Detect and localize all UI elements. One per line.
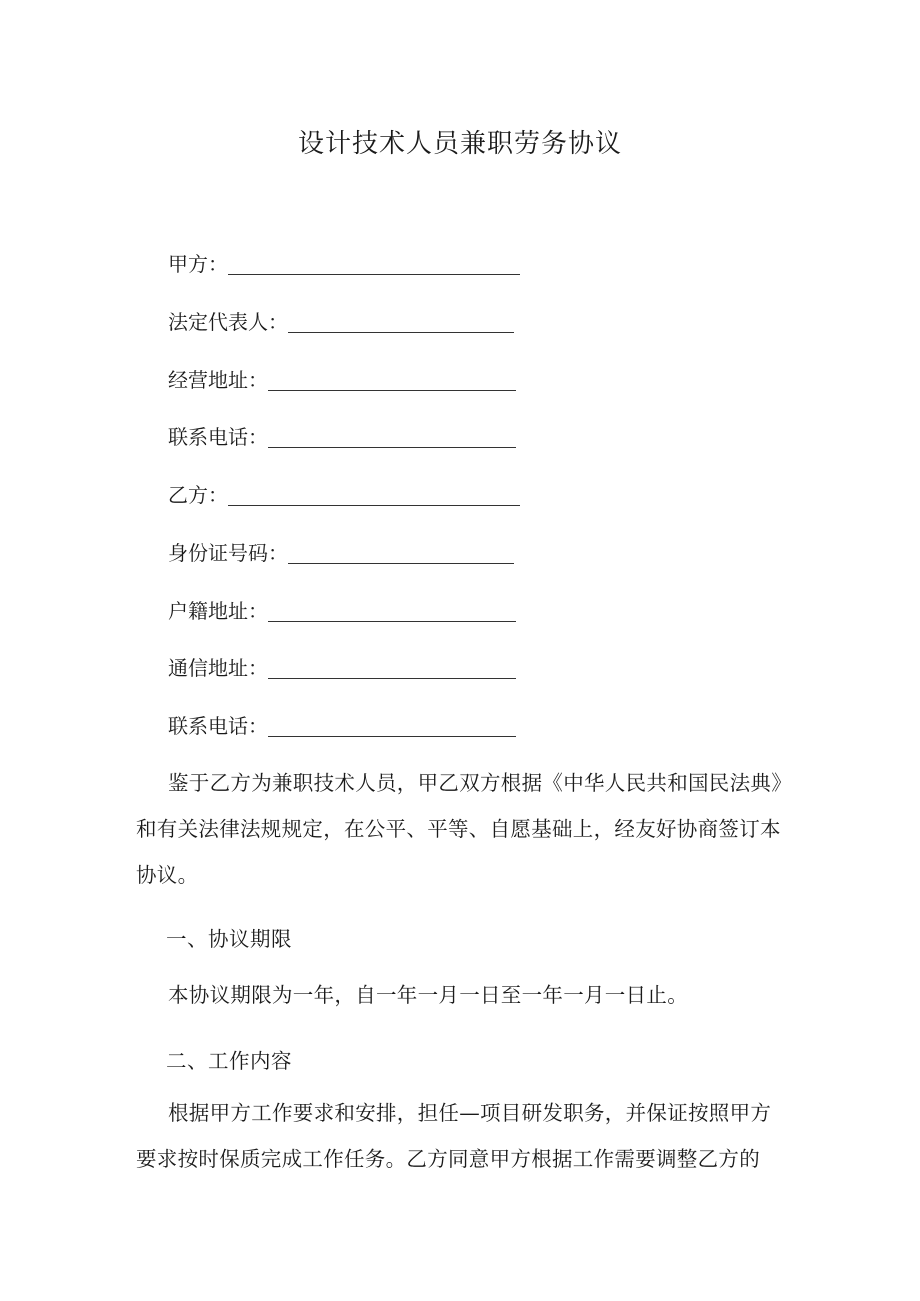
fill-in-line	[268, 425, 516, 448]
field-label: 户籍地址：	[168, 599, 268, 623]
section-2-body	[136, 1090, 788, 1182]
section-1-body	[136, 972, 788, 1018]
field-legal-representative	[168, 306, 514, 336]
field-household-address	[168, 595, 516, 625]
section-1-text: 本协议期限为一年，自一年一月一日至一年一月一日止。	[168, 983, 688, 1007]
fill-in-line	[228, 483, 520, 506]
field-business-address	[168, 364, 516, 394]
field-label: 通信地址：	[168, 656, 268, 680]
field-label: 联系电话：	[168, 714, 268, 738]
field-label: 乙方：	[168, 483, 228, 507]
field-label: 甲方：	[168, 252, 228, 276]
field-mailing-address	[168, 652, 516, 682]
section-1-heading: 一、协议期限	[166, 927, 292, 951]
page-title: 设计技术人员兼职劳务协议	[297, 129, 622, 159]
intro-paragraph	[136, 760, 788, 898]
fill-in-line	[268, 368, 516, 391]
section-2-heading: 二、工作内容	[166, 1049, 292, 1073]
field-phone-a	[168, 421, 516, 451]
fill-in-line	[268, 656, 516, 679]
field-label: 身份证号码：	[168, 541, 288, 565]
fill-in-line	[288, 541, 514, 564]
field-party-a	[168, 248, 520, 278]
field-phone-b	[168, 710, 516, 740]
fill-in-line	[268, 599, 516, 622]
intro-text: 鉴于乙方为兼职技术人员，甲乙双方根据《中华人民共和国民法典》和有关法律法规规定，在公平、平等、自愿基础上，经友好协商签订本协议。	[136, 771, 782, 887]
field-party-b	[168, 479, 520, 509]
field-label: 联系电话：	[168, 425, 268, 449]
field-label: 法定代表人：	[168, 310, 288, 334]
field-id-number	[168, 537, 514, 567]
fill-in-line	[268, 714, 516, 737]
field-label: 经营地址：	[168, 368, 268, 392]
fill-in-line	[228, 252, 520, 275]
section-2-text: 根据甲方工作要求和安排，担任—项目研发职务，并保证按照甲方要求按时保质完成工作任务。乙方同意甲方根据工作需要调整乙方的	[136, 1101, 772, 1171]
fill-in-line	[288, 310, 514, 333]
